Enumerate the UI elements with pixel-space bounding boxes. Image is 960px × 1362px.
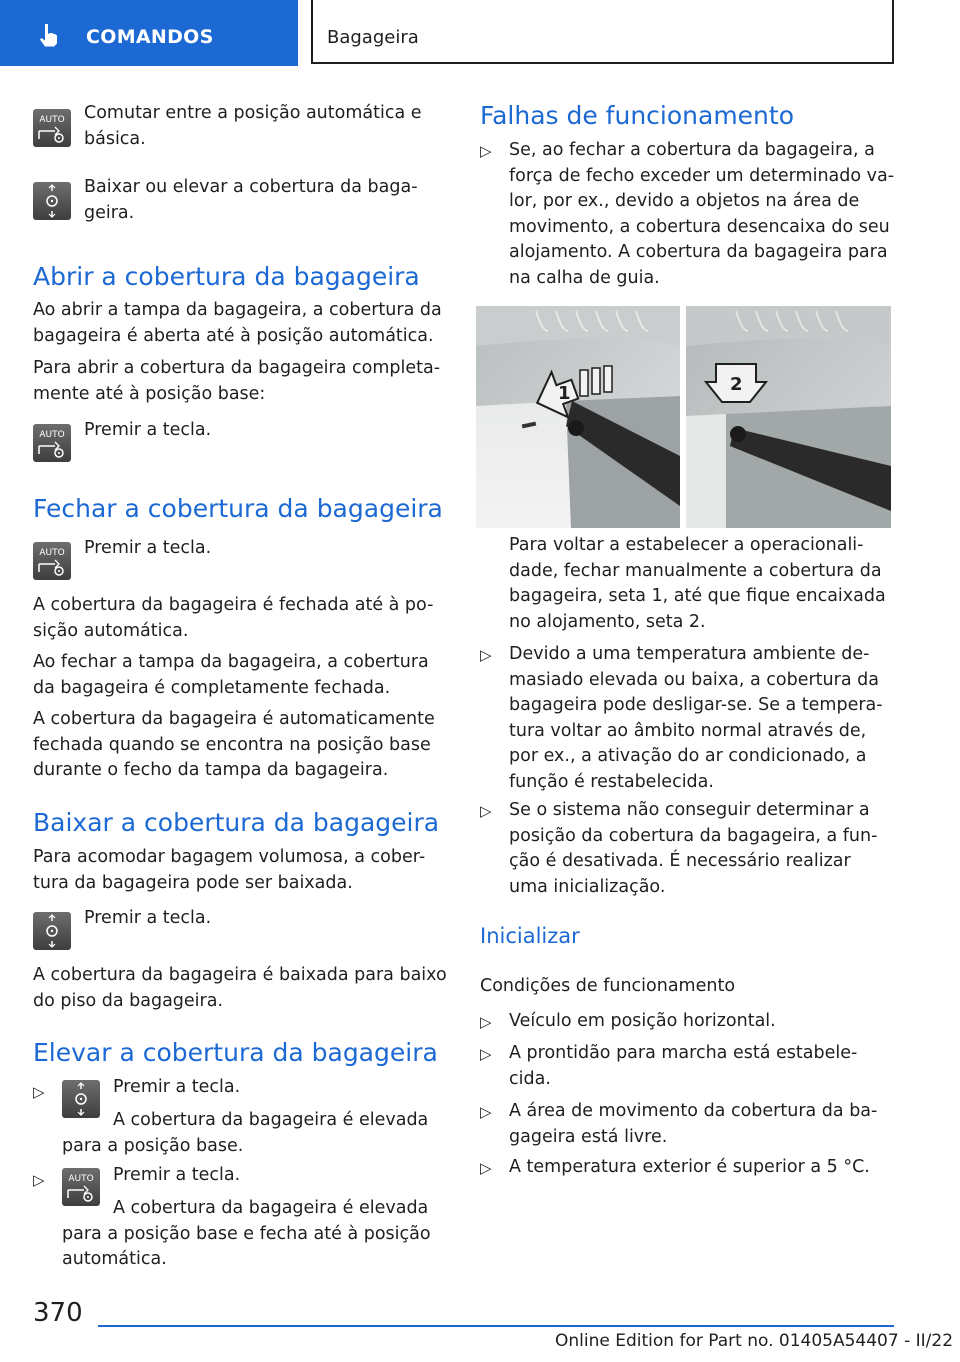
pointing-hand-icon bbox=[36, 22, 62, 48]
heading-open-cover: Abrir a cobertura da bagageira bbox=[33, 262, 420, 291]
auto-key-icon bbox=[33, 109, 71, 147]
arrow-label-1: 1 bbox=[558, 383, 571, 404]
list-bullet: ▷ bbox=[480, 142, 492, 160]
auto-key-text: AUTO bbox=[39, 115, 65, 125]
cover-photo-step-2 bbox=[686, 306, 891, 528]
header-title: Bagageira bbox=[327, 27, 419, 48]
fault-3-text: Se o sistema não conseguir determinar a posição da cobertura da bagageira, a fun-ção é desativada. É necessário realizar uma inicialização. bbox=[509, 800, 878, 897]
press-key-text: Premir a tecla. bbox=[113, 1165, 241, 1185]
page-number: 370 bbox=[33, 1298, 83, 1328]
footer-divider bbox=[98, 1325, 894, 1327]
open-paragraph-1: Ao abrir a tampa da bagageira, a cobertura da bagageira é aberta até à posição automática. bbox=[33, 300, 442, 346]
arrow-label-2: 2 bbox=[730, 374, 743, 395]
header-section-label: COMANDOS bbox=[86, 26, 214, 48]
list-bullet: ▷ bbox=[480, 646, 492, 664]
fault-2-text: Devido a uma temperatura ambiente de-masiado elevada ou baixa, a cobertura da bagageira pode desligar-se. Se a tempera-tura voltar ao âmbito normal através de, por ex., a ativação do ar condicionado, a função é restabelecida. bbox=[509, 644, 883, 792]
fault-1-text: Se, ao fechar a cobertura da bagageira, a força de fecho exceder um determinado va-lor, por ex., devido a objetos na área de movimento, a cobertura desencaixa do seu alojamento. A cobertura da bagageira para na calha de guia. bbox=[509, 140, 895, 288]
list-bullet: ▷ bbox=[480, 802, 492, 820]
heading-initialize: Inicializar bbox=[480, 924, 580, 948]
lower-paragraph-2: A cobertura da bagageira é baixada para baixo do piso da bagageira. bbox=[33, 965, 447, 1011]
lower-raise-key-description: Baixar ou elevar a cobertura da baga-geira. bbox=[84, 177, 418, 223]
footer-edition: Online Edition for Part no. 01405A54407 - II/22 bbox=[555, 1331, 954, 1351]
heading-faults: Falhas de funcionamento bbox=[480, 101, 795, 130]
lower-raise-key-icon bbox=[33, 912, 71, 950]
press-key-text: Premir a tecla. bbox=[113, 1077, 241, 1097]
list-bullet: ▷ bbox=[480, 1103, 492, 1121]
list-bullet: ▷ bbox=[480, 1013, 492, 1031]
header-title-box bbox=[311, 0, 894, 64]
auto-key-description: Comutar entre a posição automática e básica. bbox=[84, 103, 422, 149]
press-key-text: Premir a tecla. bbox=[84, 538, 212, 558]
auto-key-text: AUTO bbox=[39, 548, 65, 558]
close-paragraph-1: A cobertura da bagageira é fechada até à po-sição automática. bbox=[33, 595, 434, 641]
list-bullet: ▷ bbox=[480, 1159, 492, 1177]
condition-2-text: A prontidão para marcha está estabele-cida. bbox=[509, 1043, 858, 1089]
condition-3-text: A área de movimento da cobertura da ba-gageira está livre. bbox=[509, 1101, 878, 1147]
list-bullet: ▷ bbox=[480, 1045, 492, 1063]
auto-key-text: AUTO bbox=[39, 430, 65, 440]
heading-operating-conditions: Condições de funcionamento bbox=[480, 976, 736, 996]
list-bullet: ▷ bbox=[33, 1083, 45, 1101]
auto-key-icon bbox=[33, 542, 71, 580]
lower-raise-key-icon bbox=[33, 182, 71, 220]
press-key-text: Premir a tecla. bbox=[84, 908, 212, 928]
close-paragraph-3: A cobertura da bagageira é automaticamente fechada quando se encontra na posição base durante o fecho da tampa da bagageira. bbox=[33, 709, 435, 780]
condition-1-text: Veículo em posição horizontal. bbox=[509, 1011, 776, 1031]
heading-close-cover: Fechar a cobertura da bagageira bbox=[33, 494, 443, 523]
cover-photo-step-1 bbox=[476, 306, 680, 528]
lower-paragraph-1: Para acomodar bagagem volumosa, a cober-tura da bagageira pode ser baixada. bbox=[33, 847, 426, 893]
header-section-tab bbox=[0, 0, 298, 66]
list-bullet: ▷ bbox=[33, 1171, 45, 1189]
heading-raise-cover: Elevar a cobertura da bagageira bbox=[33, 1038, 438, 1067]
close-paragraph-2: Ao fechar a tampa da bagageira, a cobertura da bagageira é completamente fechada. bbox=[33, 652, 429, 698]
auto-key-icon bbox=[33, 424, 71, 462]
press-key-text: Premir a tecla. bbox=[84, 420, 212, 440]
heading-lower-cover: Baixar a cobertura da bagageira bbox=[33, 808, 440, 837]
raise-bullet-1-text: A cobertura da bagageira é elevada para a posição base. bbox=[62, 1110, 429, 1156]
open-paragraph-2: Para abrir a cobertura da bagageira completa-mente até à posição base: bbox=[33, 358, 441, 404]
condition-4-text: A temperatura exterior é superior a 5 °C. bbox=[509, 1157, 870, 1177]
raise-bullet-2-text: A cobertura da bagageira é elevada para a posição base e fecha até à posição automática. bbox=[62, 1198, 431, 1269]
auto-key-text: AUTO bbox=[68, 1174, 94, 1184]
fault-1-continued: Para voltar a estabelecer a operacionali-dade, fechar manualmente a cobertura da bagageira, seta 1, até que fique encaixada no alojamento, seta 2. bbox=[509, 535, 886, 632]
